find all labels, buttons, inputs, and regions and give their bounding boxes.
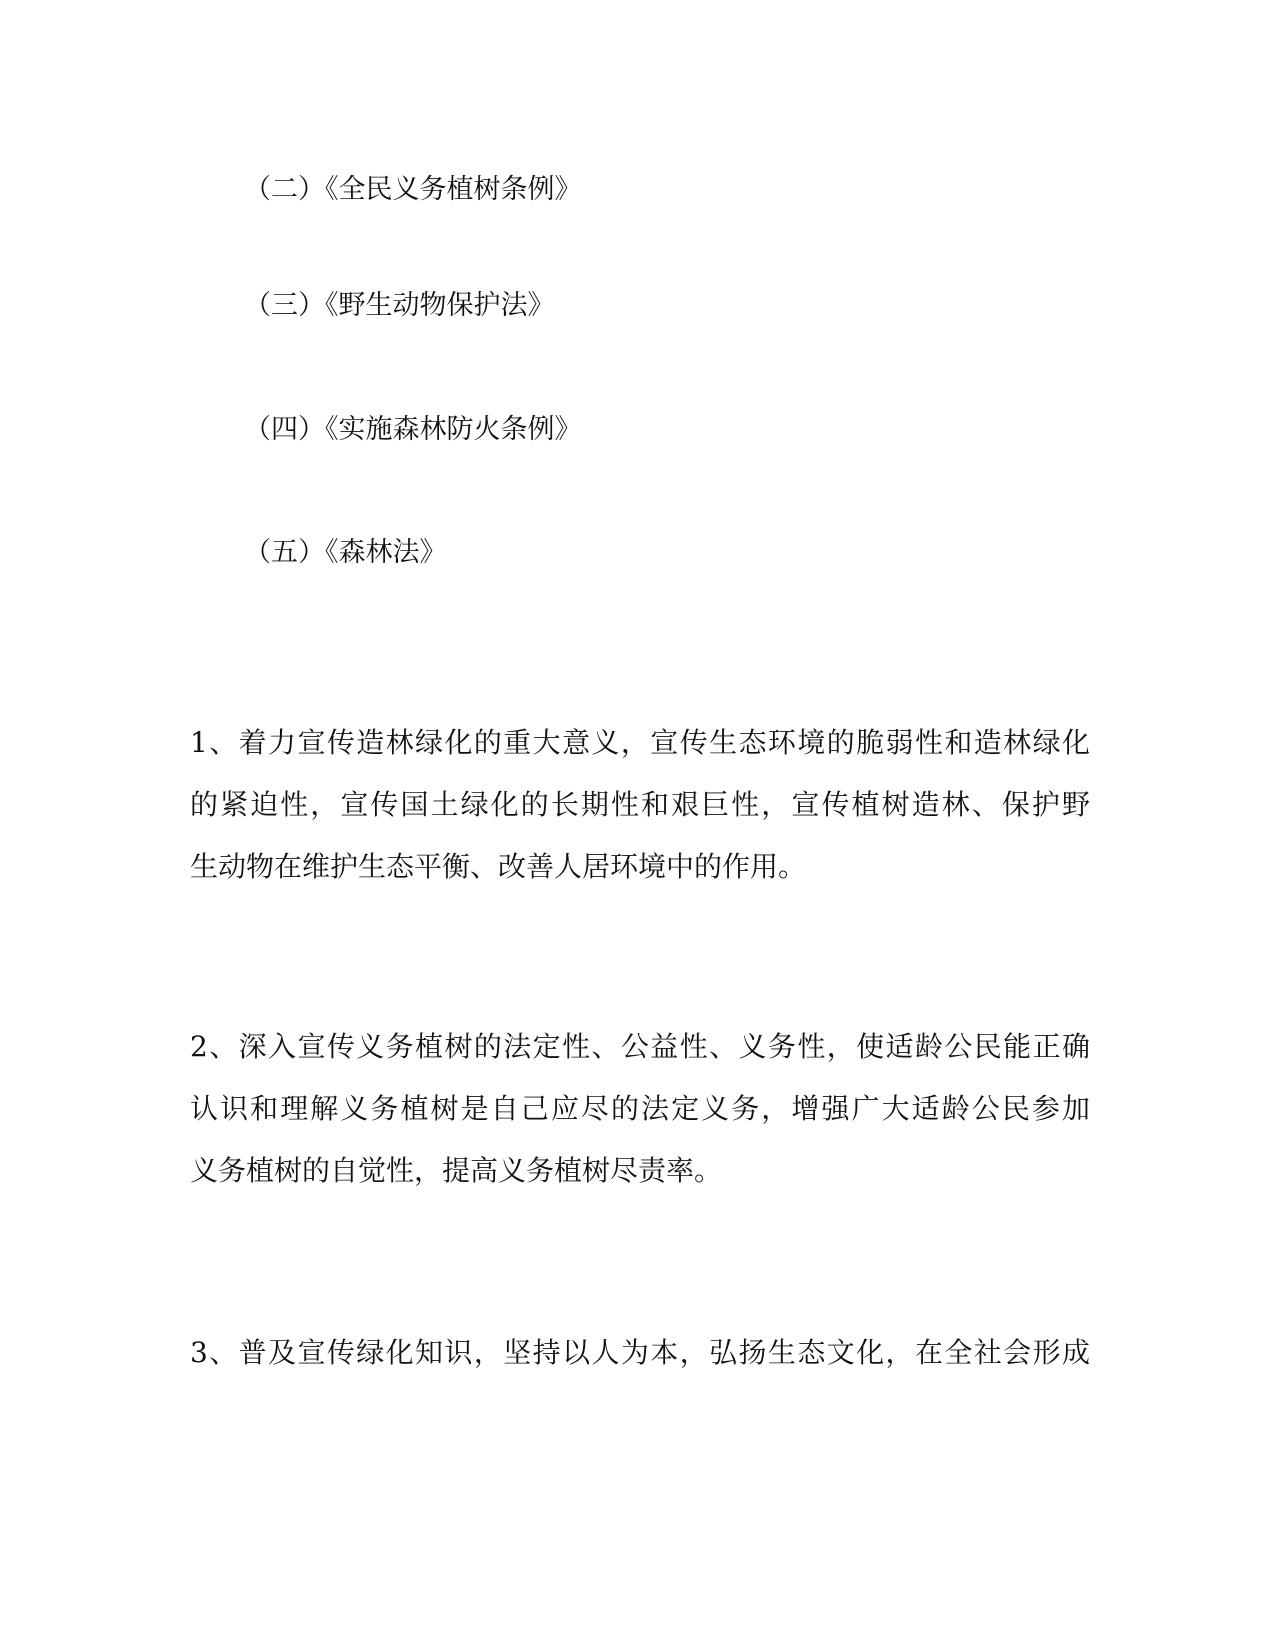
- law-item-regulation-tree-planting: （二）《全民义务植树条例》: [244, 174, 582, 205]
- paragraph-1-line-1: 1、着力宣传造林绿化的重大意义，宣传生态环境的脆弱性和造林绿化: [190, 726, 1090, 759]
- paragraph-3: [190, 1322, 1090, 1384]
- paragraph-2-line-2: 认识和理解义务植树是自己应尽的法定义务，增强广大适龄公民参加: [190, 1092, 1090, 1125]
- paragraph-2-line-1: 2、深入宣传义务植树的法定性、公益性、义务性，使适龄公民能正确: [190, 1030, 1090, 1063]
- law-item-wildlife-protection-law: （三）《野生动物保护法》: [244, 290, 555, 321]
- paragraph-2-line-3: 义务植树的自觉性，提高义务植树尽责率。: [190, 1154, 723, 1187]
- law-item-forest-fire-regulation: （四）《实施森林防火条例》: [244, 414, 582, 445]
- paragraph-1: [190, 712, 1090, 898]
- paragraph-3-line-1: 3、普及宣传绿化知识，坚持以人为本，弘扬生态文化，在全社会形成: [190, 1336, 1090, 1369]
- paragraph-1-line-3: 生动物在维护生态平衡、改善人居环境中的作用。: [190, 850, 807, 883]
- paragraph-2: [190, 1016, 1090, 1202]
- law-item-forest-law: （五）《森林法》: [244, 537, 447, 568]
- paragraph-1-line-2: 的紧迫性，宣传国土绿化的长期性和艰巨性，宣传植树造林、保护野: [190, 788, 1090, 821]
